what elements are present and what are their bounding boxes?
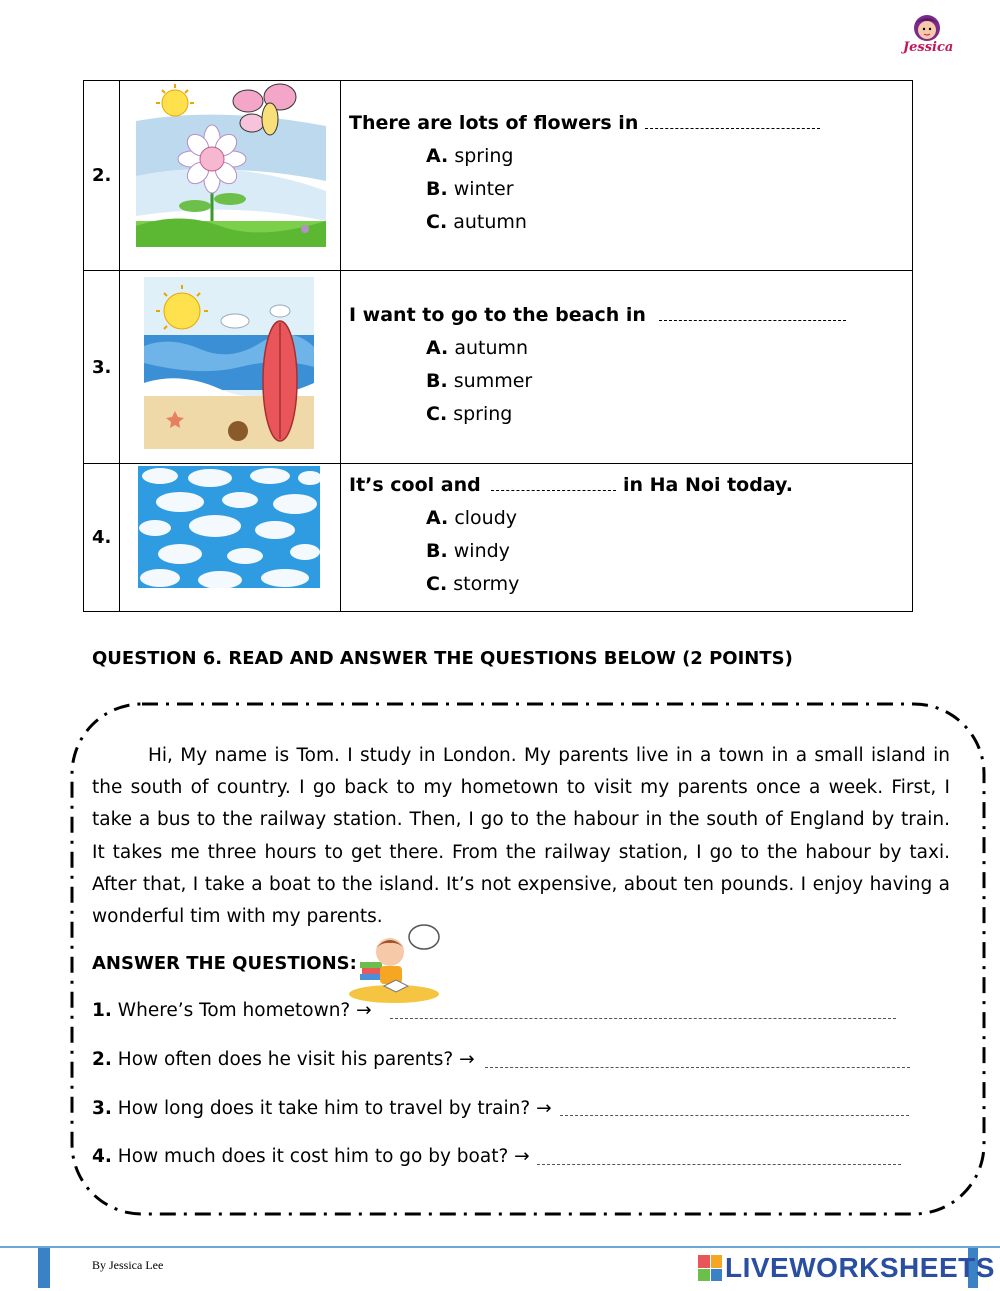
answer-blank[interactable] bbox=[659, 307, 846, 321]
liveworksheets-icon bbox=[698, 1255, 722, 1281]
question-text: There are lots of flowers in bbox=[349, 112, 912, 134]
table-row bbox=[84, 81, 913, 271]
table-row bbox=[84, 271, 913, 464]
option-b[interactable]: B. windy bbox=[426, 540, 510, 562]
footer-divider bbox=[0, 1246, 1000, 1248]
liveworksheets-brand: LIVEWORKSHEETS bbox=[725, 1252, 995, 1283]
answer-blank[interactable] bbox=[645, 115, 820, 129]
cloudy-sky-picture bbox=[120, 464, 340, 607]
question-cell bbox=[341, 81, 913, 271]
answer-line-4[interactable] bbox=[537, 1164, 901, 1165]
option-a[interactable]: A. cloudy bbox=[426, 507, 518, 529]
logo-text: Jessica bbox=[903, 40, 954, 55]
question-4: 4. How much does it cost him to go by boat? → bbox=[92, 1146, 530, 1167]
item-number: 2. bbox=[84, 81, 120, 271]
option-c[interactable]: C. autumn bbox=[426, 211, 527, 233]
option-b[interactable]: B. summer bbox=[426, 369, 533, 392]
beach-picture bbox=[120, 271, 340, 459]
question-1: 1. Where’s Tom hometown? → bbox=[92, 1000, 372, 1021]
answer-line-3[interactable] bbox=[560, 1115, 909, 1116]
question-3: 3. How long does it take him to travel by train? → bbox=[92, 1098, 552, 1119]
picture-cell bbox=[120, 81, 341, 271]
footer-author: By Jessica Lee bbox=[92, 1258, 164, 1272]
liveworksheets-logo[interactable] bbox=[698, 1252, 995, 1284]
question-cell bbox=[341, 464, 913, 612]
answer-blank[interactable] bbox=[491, 477, 616, 491]
answer-line-2[interactable] bbox=[485, 1067, 910, 1068]
answer-title: ANSWER THE QUESTIONS: bbox=[92, 953, 357, 974]
option-a[interactable]: A. spring bbox=[426, 145, 514, 167]
boy-reading-icon bbox=[344, 922, 444, 1004]
item-number: 4. bbox=[84, 464, 120, 612]
reading-passage: Hi, My name is Tom. I study in London. My parents live in a town in a small island in the south of country. I go back to my hometown to visit my parents once a week. First, I take a bus to the railway station. Then, I go to the habour in the south of England by train. It takes me three hours to get there. From the railway station, I go to the habour by taxi. After that, I take a boat to the island. It’s not expensive, about ten pounds. I enjoy having a wonderful tim with my parents. bbox=[92, 745, 950, 928]
table-row bbox=[84, 464, 913, 612]
question-2: 2. How often does he visit his parents? → bbox=[92, 1049, 475, 1070]
option-c[interactable]: C. stormy bbox=[426, 573, 520, 595]
picture-cell bbox=[120, 271, 341, 464]
multiple-choice-table bbox=[83, 80, 913, 612]
option-c[interactable]: C. spring bbox=[426, 402, 513, 425]
answer-line-1[interactable] bbox=[390, 1018, 896, 1019]
picture-cell bbox=[120, 464, 341, 612]
spring-flower-picture bbox=[120, 81, 340, 266]
question-text: I want to go to the beach in bbox=[349, 304, 912, 326]
option-b[interactable]: B. winter bbox=[426, 178, 514, 200]
item-number: 3. bbox=[84, 271, 120, 464]
option-a[interactable]: A. autumn bbox=[426, 336, 529, 359]
footer-bar-left bbox=[38, 1248, 50, 1288]
question-text: It’s cool and in Ha Noi today. bbox=[349, 474, 793, 496]
section-title: QUESTION 6. READ AND ANSWER THE QUESTIONS BELOW (2 POINTS) bbox=[92, 648, 793, 669]
question-cell bbox=[341, 271, 913, 464]
